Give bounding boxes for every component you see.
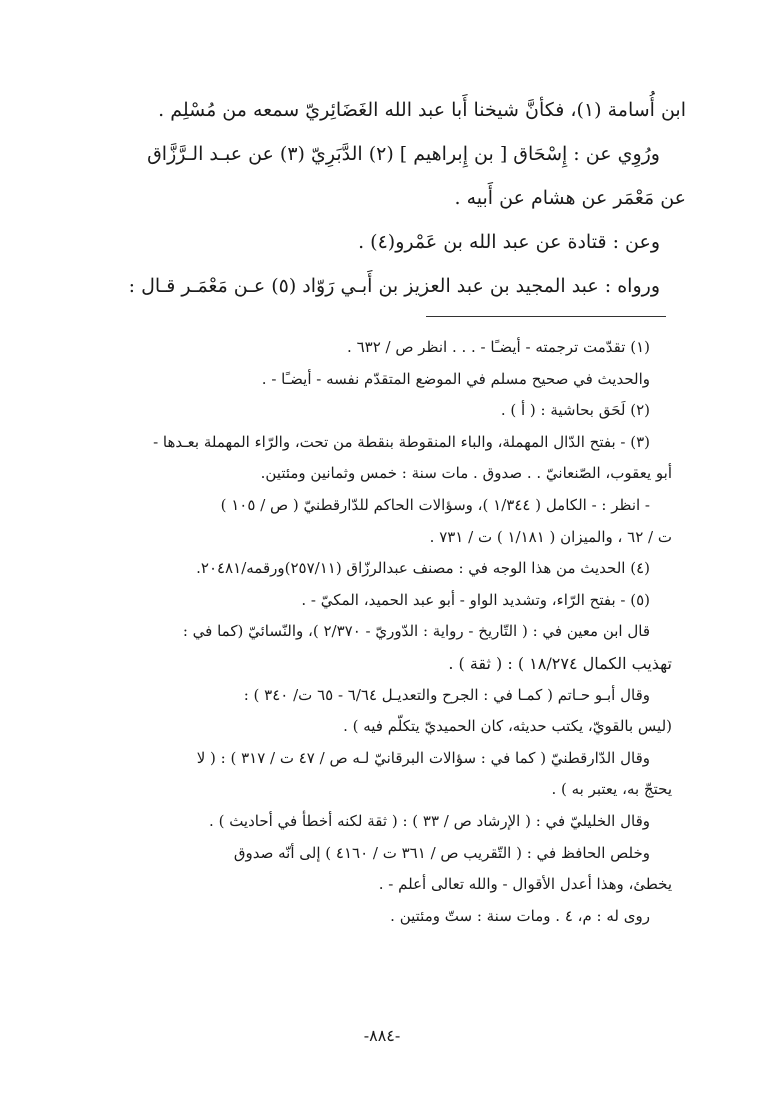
footnote-line: تهذيب الكمال ١٨/٢٧٤ ) : ( ثقة ) . [448, 653, 672, 673]
footnote-line: يحتجّ به، يعتبر به ) . [551, 780, 672, 799]
footnotes [72, 332, 672, 932]
footnote-line: وقال الدّارقطنيّ ( كما في : سؤالات البرقانيّ لـه ص / ٤٧ ت / ٣١٧ ) : ( لا [196, 748, 650, 767]
footnote-divider [426, 316, 666, 317]
main-line: وعن : قتادة عن عبد الله بن عَمْرو(٤) . [358, 231, 660, 253]
footnote-line: قال ابن معين في : ( التّاريخ - رواية : الدّوريّ - ٢/٣٧٠ )، والنّسائيّ (كما في : [182, 622, 650, 641]
main-text [86, 88, 686, 308]
footnote-line: (٥) - بفتح الرّاء، وتشديد الواو - أبو عبد الحميد، المكيّ - . [301, 590, 650, 609]
footnote-line: (٤) الحديث من هذا الوجه في : مصنف عبدالرزّاق (٢٥٧/١١)ورقمه/٢٠٤٨١. [196, 559, 650, 578]
footnote-line: وقال الخليليّ في : ( الإرشاد ص / ٣٣ ) : ( ثقة لكنه أخطأ في أحاديث ) . [209, 811, 650, 830]
footnote-line: روى له : م، ٤ . ومات سنة : ستّ ومئتين . [390, 906, 650, 925]
footnote-line: وخلص الحافظ في : ( التّقريب ص / ٣٦١ ت / ٤١٦٠ ) إلى أنّه صدوق [233, 843, 650, 862]
footnote-line: والحديث في صحيح مسلم في الموضع المتقدّم نفسه - أيضـًا - . [261, 369, 650, 388]
footnote-line: (٢) لَحَق بحاشية : ( أ ) . [500, 401, 650, 420]
footnote-line: (٣) - بفتح الدّال المهملة، والباء المنقوطة بنقطة من تحت، والرّاء المهملة بعـدها - [153, 432, 650, 451]
main-line: عن مَعْمَر عن هشام عن أَبيه . [454, 187, 686, 209]
footnote-line: ت / ٦٢ ، والميزان ( ١/١٨١ ) ت / ٧٣١ . [429, 527, 672, 546]
footnote-line: وقال أبـو حـاتم ( كمـا في : الجرح والتعديـل ٦/٦٤ - ٦٥ ت/ ٣٤٠ ) : [243, 685, 650, 704]
footnote-line: - انظر : - الكامل ( ١/٣٤٤ )، وسؤالات الحاكم للدّارقطنيّ ( ص / ١٠٥ ) [220, 495, 650, 514]
main-line: ابن أُسامة (١)، فكأنَّ شيخنا أَبا عبد الله الغَضَائِريّ سمعه من مُسْلِم . [158, 99, 686, 121]
footnote-line: (١) تقدّمت ترجمته - أيضـًا - . . . انظر ص / ٦٣٢ . [347, 338, 650, 356]
main-line: ورُوِي عن : إِسْحَاق [ بن إِبراهيم ] (٢) الدَّبَرِيّ (٣) عن عبـد الـرَّزَّاق [147, 143, 660, 165]
footnote-line: أبو يعقوب، الصّنعانيّ . . صدوق . مات سنة : خمس وثمانين ومئتين. [260, 464, 672, 483]
main-line: ورواه : عبد المجيد بن عبد العزيز بن أَبـي رَوّاد (٥) عـن مَعْمَـر قـال : [128, 275, 660, 297]
page-number: -٨٨٤- [363, 1026, 401, 1045]
footnote-line: (ليس بالقويّ، يكتب حديثه، كان الحميديّ يتكلّم فيه ) . [343, 717, 672, 736]
footnote-line: يخطئ، وهذا أعدل الأقوال - والله تعالى أعلم - . [378, 875, 672, 894]
